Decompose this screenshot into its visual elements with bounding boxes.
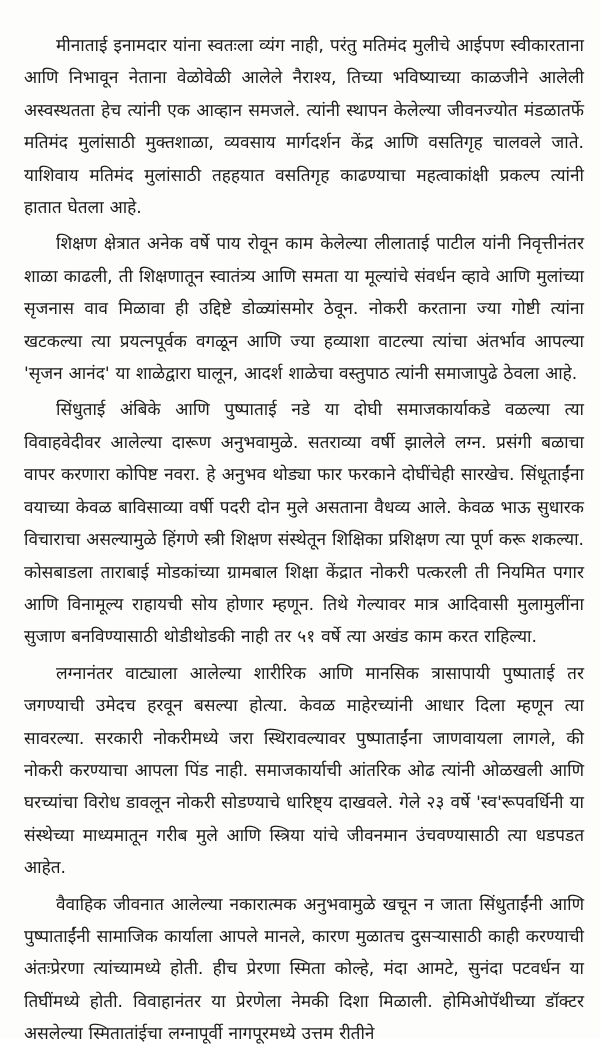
paragraph-meenatai: मीनाताई इनामदार यांना स्वतःला व्यंग नाही, परंतु मतिमंद मुलीचे आईपण स्वीकारताना आणि निभावून नेताना वेळोवेळी आलेले नैराश्य, तिच्या भविष्याच्या काळजीने आलेली अस्वस्थतता हेच त्यांनी एक आव्हान समजले. त्यांनी स्थापन केलेल्या जीवनज्योत मंडळातर्फे मतिमंद मुलांसाठी मुक्तशाळा, व्यवसाय मार्गदर्शन केंद्र आणि वसतिगृह चालवले जाते. याशिवाय मतिमंद मुलांसाठी तहहयात वसतिगृह काढण्याचा महत्वाकांक्षी प्रकल्प त्यांनी हातात घेतला आहे. [24, 36, 584, 219]
paragraph-sindhutai: सिंधुताई अंबिके आणि पुष्पाताई नडे या दोघी समाजकार्याकडे वळल्या त्या विवाहवेदीवर आलेल्या दारूण अनुभवामुळे. सतराव्या वर्षी झालेले लग्न. प्रसंगी बळाचा वापर करणारा कोपिष्ट नवरा. हे अनुभव थोड्या फार फरकाने दोघींचेही सारखेच. सिंधूताईंना वयाच्या केवळ बाविसाव्या वर्षी पदरी दोन मुले असताना वैधव्य आले. केवळ भाऊ सुधारक विचाराचा असल्यामुळे हिंगणे स्त्री शिक्षण संस्थेतून शिक्षिका प्रशिक्षण त्या पूर्ण करू शकल्या. कोसबाडला ताराबाई मोडकांच्या ग्रामबाल शिक्षा केंद्रात नोकरी पत्करली ती नियमित पगार आणि विनामूल्य राहायची सोय होणार म्हणून. तिथे गेल्यावर मात्र आदिवासी मुलामुलींना सुजाण बनविण्यासाठी थोडीथोडकी नाही तर ५१ वर्षे त्या अखंड काम करत राहिल्या. [24, 400, 584, 648]
paragraph-pushpatai: लग्नानंतर वाट्याला आलेल्या शारीरिक आणि मानसिक त्रासापायी पुष्पाताई तर जगण्याची उमेदच हरवून बसल्या होत्या. केवळ माहेरच्यांनी आधार दिला म्हणून त्या सावरल्या. सरकारी नोकरीमध्ये जरा स्थिरावल्यावर पुष्पाताईंना जाणवायला लागले, की नोकरी करण्याचा आपला पिंड नाही. समाजकार्याची आंतरिक ओढ त्यांनी ओळखली आणि घरच्यांचा विरोध डावलून नोकरी सोडण्याचे धारिष्ट्य दाखवले. गेले २३ वर्षे 'स्व'रूपवर्धिनी या संस्थेच्या माध्यमातून गरीब मुले आणि स्त्रिया यांचे जीवनमान उंचवण्यासाठी त्या धडपडत आहेत. [24, 663, 584, 879]
paragraph-marital-experience: वैवाहिक जीवनात आलेल्या नकारात्मक अनुभवामुळे खचून न जाता सिंधुताईंनी आणि पुष्पाताईंनी सामाजिक कार्याला आपले मानले, कारण मुळातच दुसऱ्यासाठी काही करण्याची अंतःप्रेरणा त्यांच्यामध्ये होती. हीच प्रेरणा स्मिता कोल्हे, मंदा आमटे, सुनंदा पटवर्धन या तिघींमध्ये होती. विवाहानंतर या प्रेरणेला नेमकी दिशा मिळाली. होमिओपॅथीच्या डॉक्टर असलेल्या स्मितातांईचा लग्नापूर्वी नागपूरमध्ये उत्तम रीतीने [24, 894, 584, 1045]
paragraph-leelatai: शिक्षण क्षेत्रात अनेक वर्षे पाय रोवून काम केलेल्या लीलाताई पाटील यांनी निवृत्तीनंतर शाळा काढली, ती शिक्षणातून स्वातंत्र्य आणि समता या मूल्यांचे संवर्धन व्हावे आणि मुलांच्या सृजनास वाव मिळावा ही उद्दिष्टे डोळ्यांसमोर ठेवून. नोकरी करताना ज्या गोष्टी त्यांना खटकल्या त्या प्रयत्नपूर्वक वगळून आणि ज्या हव्याशा वाटल्या त्यांचा अंतर्भाव आपल्या 'सृजन आनंद' या शाळेद्वारा घालून, आदर्श शाळेचा वस्तुपाठ त्यांनी समाजापुढे ठेवला आहे. [24, 234, 584, 385]
